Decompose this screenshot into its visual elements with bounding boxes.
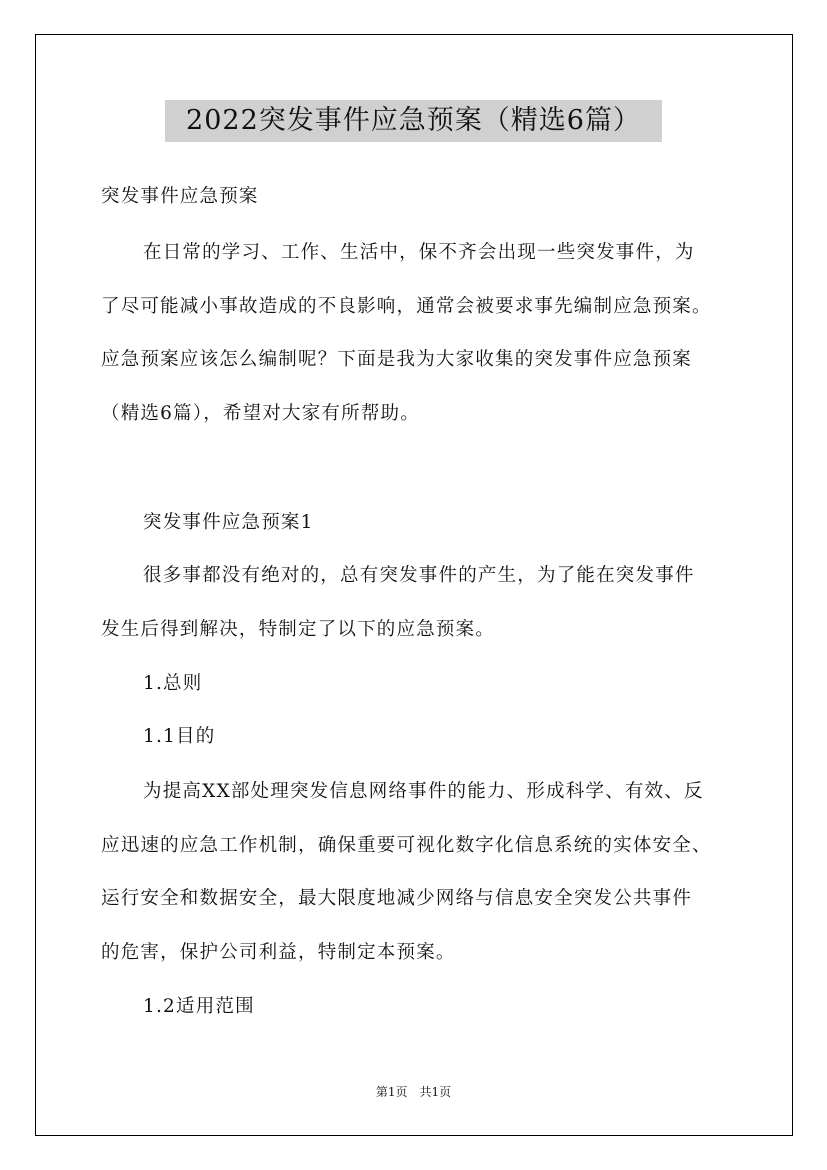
document-title: 2022突发事件应急预案（精选6篇） [165,100,662,142]
purpose-line-1: 为提高XX部处理突发信息网络事件的能力、形成科学、有效、反 [143,781,704,802]
section-line-2: 发生后得到解决，特制定了以下的应急预案。 [101,619,496,640]
heading-purpose: 1.1目的 [143,726,216,747]
heading-general: 1.总则 [143,673,203,694]
intro-line-1: 在日常的学习、工作、生活中，保不齐会出现一些突发事件，为 [143,242,695,263]
purpose-line-3: 运行安全和数据安全，最大限度地减少网络与信息安全突发公共事件 [101,888,693,909]
intro-line-3: 应急预案应该怎么编制呢？下面是我为大家收集的突发事件应急预案 [101,349,693,370]
purpose-line-4: 的危害，保护公司利益，特制定本预案。 [101,942,456,963]
section-line-1: 很多事都没有绝对的，总有突发事件的产生，为了能在突发事件 [143,565,695,586]
heading-scope: 1.2适用范围 [143,996,255,1017]
purpose-line-2: 应迅速的应急工作机制，确保重要可视化数字化信息系统的实体安全、 [101,835,712,856]
document-subtitle: 突发事件应急预案 [101,186,259,207]
section-heading: 突发事件应急预案1 [143,512,314,533]
intro-line-2: 了尽可能减小事故造成的不良影响，通常会被要求事先编制应急预案。 [101,296,712,317]
page-number: 第1页 共1页 [375,1085,452,1099]
intro-line-4: （精选6篇），希望对大家有所帮助。 [101,403,420,424]
